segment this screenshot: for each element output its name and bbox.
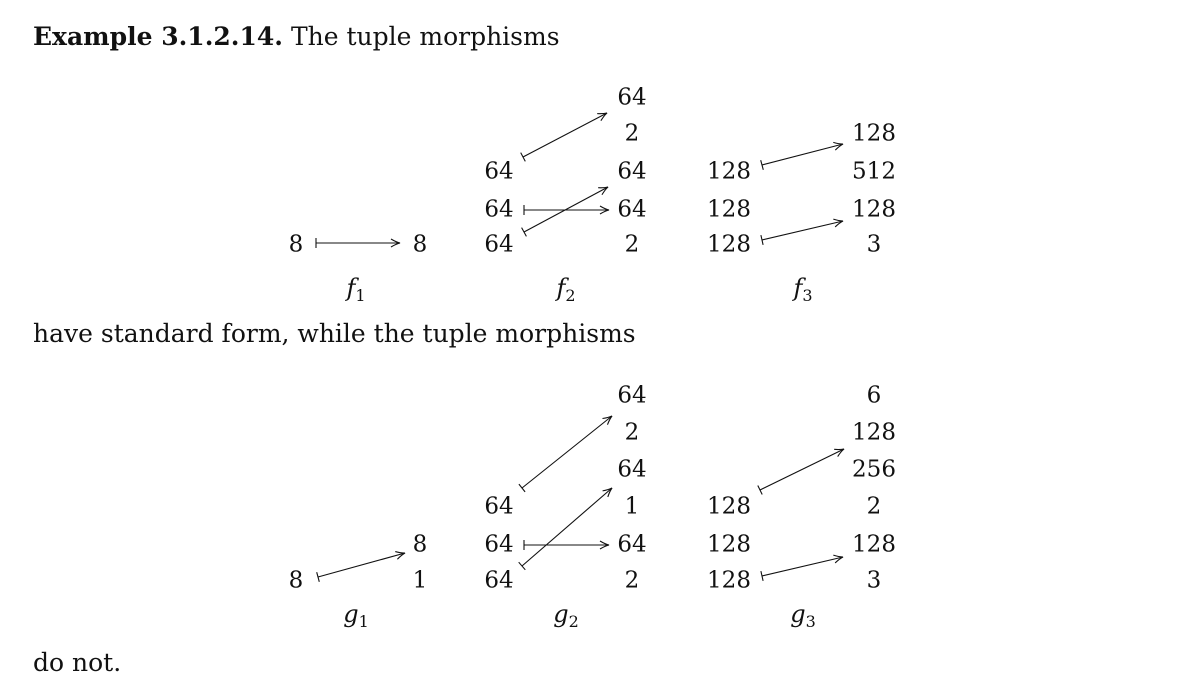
f3-domain-entry: 128 <box>707 196 751 223</box>
g3-domain-entry: 128 <box>707 493 751 520</box>
g3-codomain-entry: 256 <box>852 456 896 483</box>
g3-codomain-entry: 128 <box>852 419 896 446</box>
f3-codomain-entry: 128 <box>852 196 896 223</box>
g2-domain-entry: 64 <box>484 531 514 558</box>
g2-codomain-entry: 64 <box>617 382 647 409</box>
g2-domain-entry: 64 <box>484 567 514 594</box>
closing-sentence: do not. <box>33 648 122 677</box>
g2-arrow-2 <box>524 540 609 550</box>
g1-arrow <box>317 553 405 582</box>
g2-codomain-entry: 2 <box>624 419 640 446</box>
f2-domain-entry: 64 <box>484 196 514 223</box>
f1-arrow <box>316 238 400 248</box>
f3-domain-entry: 128 <box>707 158 751 185</box>
f2-arrow-3 <box>522 187 608 236</box>
g3-domain-entry: 128 <box>707 531 751 558</box>
g2-domain-entry: 64 <box>484 493 514 520</box>
g2-arrow-1 <box>519 416 612 492</box>
g2-label: $g_2$ <box>553 600 579 631</box>
heading-text: The tuple morphisms <box>290 22 560 51</box>
g3-codomain-entry: 3 <box>866 567 882 594</box>
f3-domain-entry: 128 <box>707 231 751 258</box>
g3-codomain-entry: 2 <box>866 493 882 520</box>
f2-arrow-2 <box>524 205 609 215</box>
g1-domain-entry: 8 <box>288 567 304 594</box>
g1-codomain-entry: 1 <box>412 567 428 594</box>
f3-codomain-entry: 512 <box>852 158 896 185</box>
f2-label: $f_2$ <box>556 274 576 305</box>
g3-label: $g_3$ <box>790 600 816 631</box>
f3-label: $f_3$ <box>793 274 813 305</box>
f3-codomain-entry: 3 <box>866 231 882 258</box>
g3-domain-entry: 128 <box>707 567 751 594</box>
f1-domain-entry: 8 <box>288 231 304 258</box>
g1-label: $g_1$ <box>343 600 369 631</box>
f1-label: $f_1$ <box>346 274 366 305</box>
f2-arrow-1 <box>521 113 607 161</box>
g2-codomain-entry: 64 <box>617 531 647 558</box>
f2-domain-entry: 64 <box>484 231 514 258</box>
g3-arrow-2 <box>761 557 843 581</box>
g2-codomain-entry: 64 <box>617 456 647 483</box>
middle-sentence: have standard form, while the tuple morphisms <box>33 319 636 348</box>
f1-codomain-entry: 8 <box>412 231 428 258</box>
f3-arrow-1 <box>761 144 843 170</box>
f2-codomain-entry: 64 <box>617 84 647 111</box>
f3-arrow-2 <box>761 221 843 245</box>
g3-codomain-entry: 6 <box>866 382 882 409</box>
f2-codomain-entry: 2 <box>624 120 640 147</box>
g3-arrow-1 <box>758 449 844 495</box>
f2-codomain-entry: 2 <box>624 231 640 258</box>
f2-codomain-entry: 64 <box>617 196 647 223</box>
f3-codomain-entry: 128 <box>852 120 896 147</box>
g1-codomain-entry: 8 <box>412 531 428 558</box>
example-label: Example 3.1.2.14. <box>33 22 283 51</box>
f2-codomain-entry: 64 <box>617 158 647 185</box>
g3-codomain-entry: 128 <box>852 531 896 558</box>
g2-codomain-entry: 2 <box>624 567 640 594</box>
g2-codomain-entry: 1 <box>624 493 640 520</box>
g2-arrow-3 <box>519 488 612 570</box>
f2-domain-entry: 64 <box>484 158 514 185</box>
